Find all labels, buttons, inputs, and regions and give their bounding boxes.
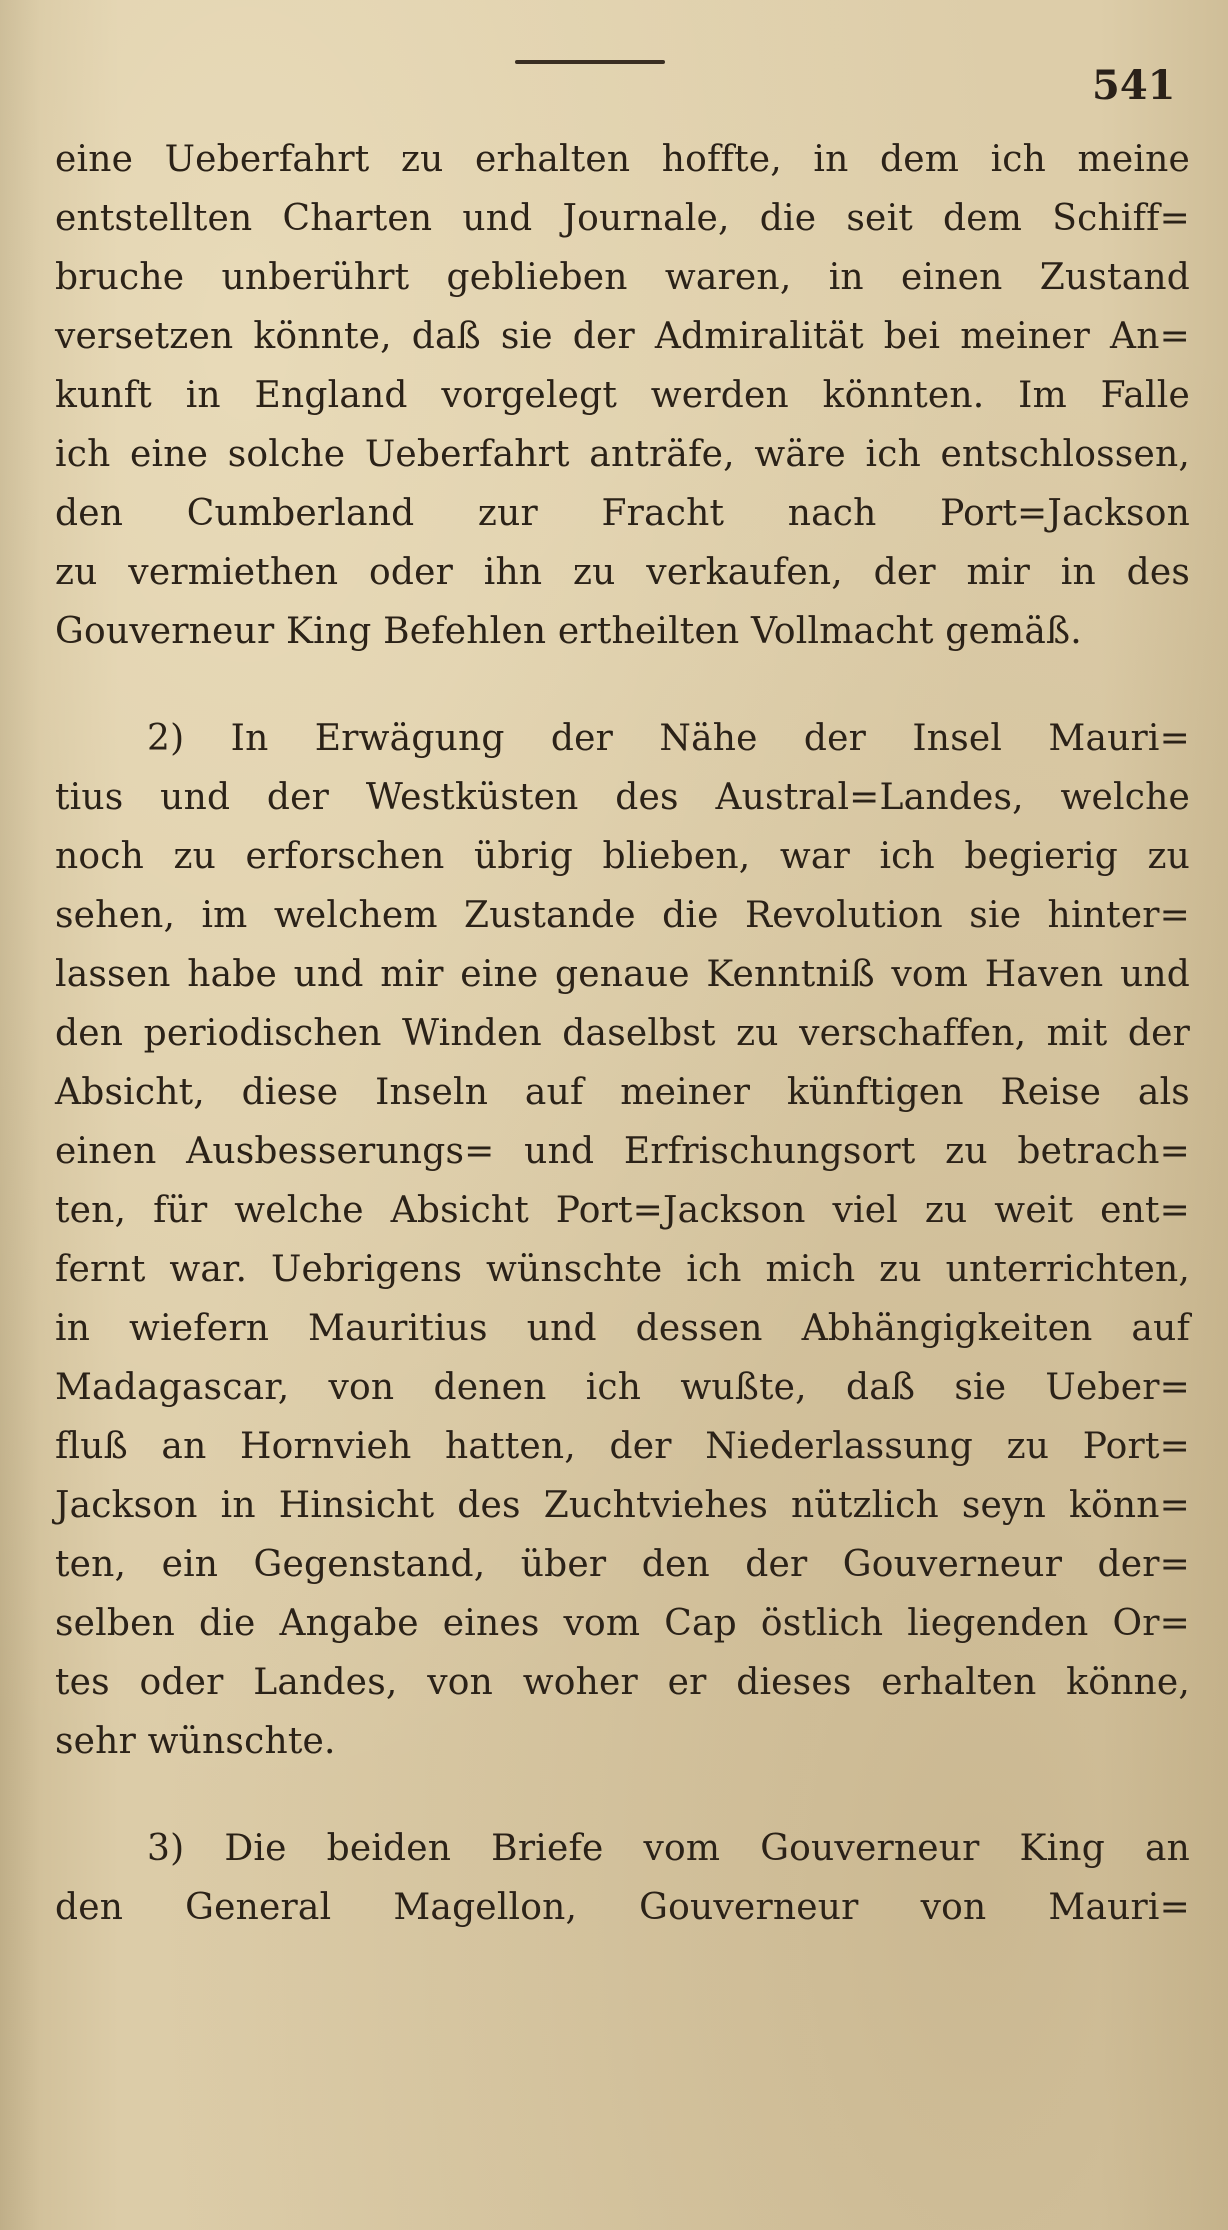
text-line: lassen habe und mir eine genaue Kenntniß vom Haven und xyxy=(55,954,1190,995)
text-line: den General Magellon, Gouverneur von Mauri= xyxy=(55,1887,1190,1928)
text-line: fernt war. Uebrigens wünschte ich mich zu unterrichten, xyxy=(55,1249,1190,1290)
text-line: einen Ausbesserungs= und Erfrischungsort zu betrach= xyxy=(55,1131,1190,1172)
text-line: Absicht, diese Inseln auf meiner künftigen Reise als xyxy=(55,1072,1190,1113)
text-line: sehen, im welchem Zustande die Revolution sie hinter= xyxy=(55,895,1190,936)
text-line: Gouverneur King Befehlen ertheilten Vollmacht gemäß. xyxy=(55,611,1082,652)
text-line: sehr wünschte. xyxy=(55,1721,336,1762)
text-line: in wiefern Mauritius und dessen Abhängigkeiten auf xyxy=(55,1308,1190,1349)
text-line: bruche unberührt geblieben waren, in einen Zustand xyxy=(55,257,1190,298)
text-line: 2) In Erwägung der Nähe der Insel Mauri= xyxy=(147,718,1190,759)
text-line: 3) Die beiden Briefe vom Gouverneur King an xyxy=(147,1828,1190,1869)
header-rule xyxy=(515,60,665,64)
text-line: ich eine solche Ueberfahrt anträfe, wäre ich entschlossen, xyxy=(55,434,1190,475)
text-line: ten, ein Gegenstand, über den der Gouverneur der= xyxy=(55,1544,1190,1585)
text-line: den Cumberland zur Fracht nach Port=Jackson xyxy=(55,493,1190,534)
text-line: versetzen könnte, daß sie der Admiralität bei meiner An= xyxy=(55,316,1190,357)
page-number: 541 xyxy=(1092,62,1176,109)
text-line: noch zu erforschen übrig blieben, war ich begierig zu xyxy=(55,836,1190,877)
text-line: kunft in England vorgelegt werden könnten. Im Falle xyxy=(55,375,1190,416)
body-text xyxy=(55,130,1190,1937)
text-line: tius und der Westküsten des Austral=Landes, welche xyxy=(55,777,1190,818)
text-line: entstellten Charten und Journale, die seit dem Schiff= xyxy=(55,198,1190,239)
text-line: Madagascar, von denen ich wußte, daß sie Ueber= xyxy=(55,1367,1190,1408)
text-line: tes oder Landes, von woher er dieses erhalten könne, xyxy=(55,1662,1190,1703)
paragraph-2 xyxy=(55,709,1190,1771)
text-line: ten, für welche Absicht Port=Jackson viel zu weit ent= xyxy=(55,1190,1190,1231)
paragraph-gap xyxy=(55,661,1190,709)
text-line: fluß an Hornvieh hatten, der Niederlassung zu Port= xyxy=(55,1426,1190,1467)
text-line: zu vermiethen oder ihn zu verkaufen, der mir in des xyxy=(55,552,1190,593)
text-line: den periodischen Winden daselbst zu verschaffen, mit der xyxy=(55,1013,1190,1054)
paragraph-1 xyxy=(55,130,1190,661)
paragraph-gap xyxy=(55,1771,1190,1819)
text-line: Jackson in Hinsicht des Zuchtviehes nützlich seyn könn= xyxy=(55,1485,1190,1526)
paragraph-3 xyxy=(55,1819,1190,1937)
text-line: selben die Angabe eines vom Cap östlich liegenden Or= xyxy=(55,1603,1190,1644)
text-line: eine Ueberfahrt zu erhalten hoffte, in dem ich meine xyxy=(55,139,1190,180)
